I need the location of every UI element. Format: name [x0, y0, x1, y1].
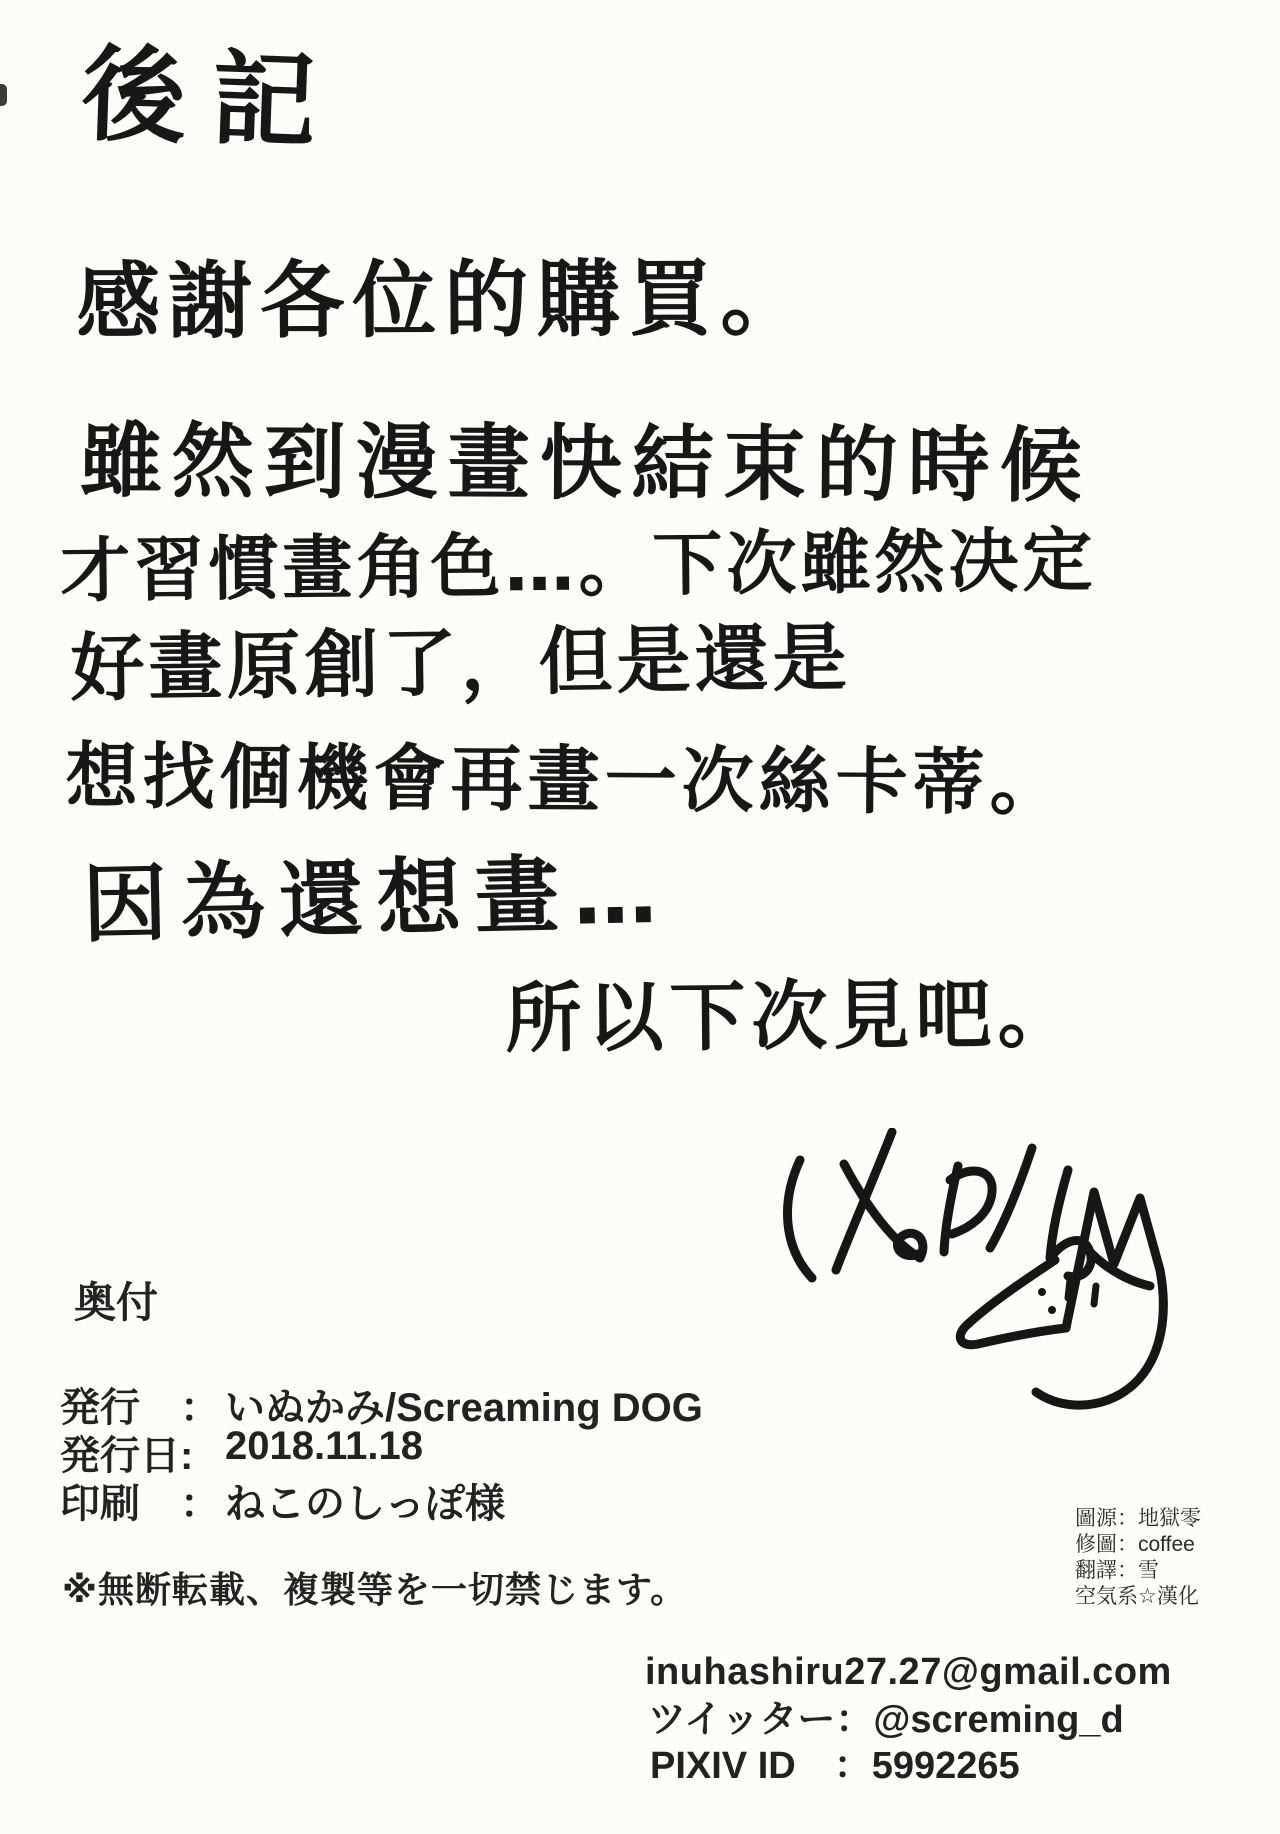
credit-line-translation: 翻譯：雪 [1075, 1559, 1159, 1582]
publisher-label: 発行 ： [60, 1386, 220, 1430]
publish-date-label: 発行日: [60, 1434, 194, 1478]
afterword-line-6: 因為還想畫… [81, 843, 672, 954]
publisher-value: いぬかみ/Screaming DOG [225, 1386, 703, 1430]
printer-value: ねこのしっぽ様 [225, 1482, 505, 1526]
artist-signature [640, 1128, 1200, 1428]
scanlation-credits [1075, 1506, 1201, 1610]
colophon-heading: 奥付 [74, 1279, 159, 1326]
dog-doodle [960, 1192, 1163, 1405]
credit-line-cleaning: 修圖：coffee [1075, 1533, 1195, 1556]
credit-line-source: 圖源：地獄零 [1075, 1507, 1201, 1530]
afterword-line-4: 好畫原創了，但是還是 [69, 615, 852, 712]
afterword-line-5: 想找個機會再畫一次絲卡蒂。 [65, 734, 1068, 825]
publish-date-value: 2018.11.18 [225, 1424, 423, 1468]
credit-line-group: 空気系☆漢化 [1075, 1585, 1199, 1608]
afterword-line-3: 才習慣畫角色…。下次雖然决定 [59, 519, 1097, 612]
doodle-dot [1038, 1288, 1046, 1296]
contact-pixiv: PIXIV ID ：5992265 [650, 1745, 1020, 1787]
printer-label: 印刷 ： [60, 1482, 220, 1526]
afterword-title: 後記 [79, 33, 344, 165]
contact-email: inuhashiru27.27@gmail.com [645, 1651, 1172, 1693]
contact-twitter: ツイッター：@screming_d [648, 1699, 1124, 1741]
afterword-line-1: 感謝各位的購買。 [75, 249, 813, 351]
doodle-dot [1048, 1306, 1056, 1314]
afterword-line-2: 雖然到漫畫快結束的時候 [79, 414, 1093, 515]
afterword-line-7: 所以下次見吧。 [504, 968, 1080, 1063]
scan-artifact [0, 84, 7, 106]
colophon-row-printer [60, 1472, 505, 1529]
copyright-notice: ※無断転載、複製等を一切禁じます。 [62, 1569, 688, 1610]
